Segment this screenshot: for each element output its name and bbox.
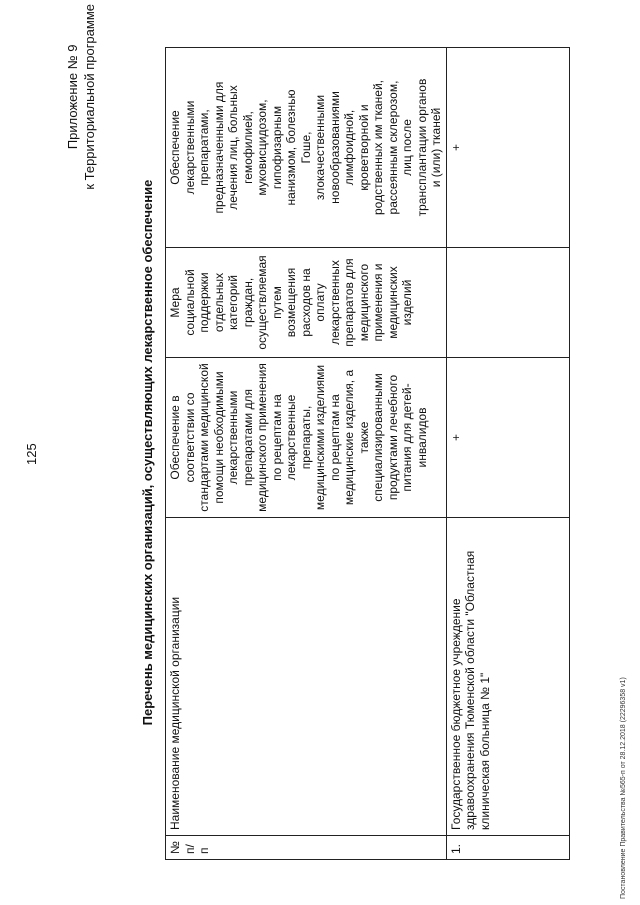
appendix-line-2: к Территориальной программе bbox=[82, 4, 97, 190]
page-number: 125 bbox=[24, 443, 39, 465]
document-title: Перечень медицинских организаций, осуществляющих лекарственное обеспечение bbox=[140, 179, 155, 726]
table-row bbox=[446, 48, 570, 860]
header-social-support: Мера социальной поддержки отдельных категорий граждан, осуществляемая путем возмещения расходов на оплату лекарственных препаратов для медицинского применения и медицинских изделий bbox=[166, 248, 447, 358]
header-standard-provision: Обеспечение в соответствии со стандартами медицинской помощи необходимыми лекарственными препаратами для медицинского применения по рецептам на лекарственные препараты, медицинскими изделиями по рецептам на медицинские изделия, а также специализированными продуктами лечебного питания для детей- инвалидов bbox=[166, 358, 447, 518]
row-number: 1. bbox=[446, 836, 570, 860]
table-header-row bbox=[166, 48, 447, 860]
row-standard-provision-mark: + bbox=[446, 358, 570, 518]
appendix-line-1: Приложение № 9 bbox=[65, 44, 80, 150]
appendix-heading bbox=[64, 4, 98, 190]
row-special-diseases-mark: + bbox=[446, 48, 570, 248]
row-organization-name: Государственное бюджетное учреждение здравоохранения Тюменской области "Областная клиническая больница № 1" bbox=[446, 518, 570, 836]
organizations-table bbox=[165, 47, 570, 860]
document-footer: Постановление Правительства №565-п от 28.12.2018 (22296358 v1) bbox=[620, 677, 627, 899]
header-organization-name: Наименование медицинской организации bbox=[166, 518, 447, 836]
header-number: № п/п bbox=[166, 836, 447, 860]
header-special-diseases: Обеспечение лекарственными препаратами, предназначенными для лечения лиц, больных гемофилией, муковисцидозом, гипофизарным нанизмом, болезнью Гоше, злокачественными новообразованиями лимфоидной, кроветворной и родственных им тканей, рассеянным склерозом, лиц после трансплантации органов и (или) тканей bbox=[166, 48, 447, 248]
row-social-support-mark bbox=[446, 248, 570, 358]
